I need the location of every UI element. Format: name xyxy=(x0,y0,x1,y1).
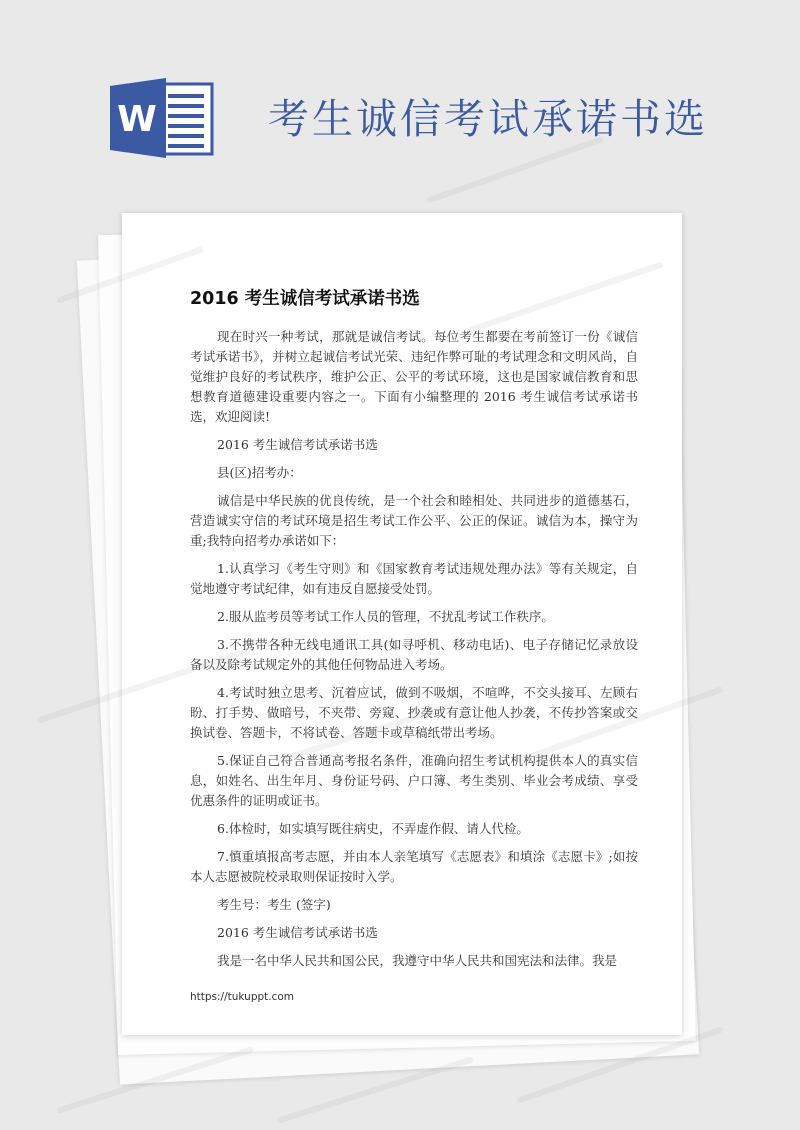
pledge-item-2: 2.服从监考员等考试工作人员的管理，不扰乱考试工作秩序。 xyxy=(217,609,554,624)
intro-paragraph: 现在时兴一种考试，那就是诚信考试。每位考生都要在考前签订一份《诚信考试承诺书》，并树立起诚信考试光荣、违纪作弊可耻的考试理念和文明风尚，自觉维护良好的考试秩序，维护公正、公平的考试环境，这也是国家诚信教育和思想教育道德建设重要内容之一。下面有小编整理的 2016 考生诚信考试承诺书选，欢迎阅读! xyxy=(190,329,638,424)
second-pledge-start: 我是一名中华人民共和国公民，我遵守中华人民共和国宪法和法律。我是 xyxy=(217,953,618,968)
section-heading-2: 2016 考生诚信考试承诺书选 xyxy=(217,925,378,940)
pledge-item-1: 1.认真学习《考生守则》和《国家教育考试违规处理办法》等有关规定，自觉地遵守考试纪律，如有违反自愿接受处罚。 xyxy=(190,561,638,596)
pledge-item-7: 7.慎重填报高考志愿，并由本人亲笔填写《志愿表》和填涂《志愿卡》;如按本人志愿被院校录取则保证按时入学。 xyxy=(190,849,638,884)
pledge-intro: 诚信是中华民族的优良传统，是一个社会和睦相处、共同进步的道德基石，营造诚实守信的考试环境是招生考试工作公平、公正的保证。诚信为本，操守为重;我特向招考办承诺如下： xyxy=(190,493,638,548)
pledge-item-6: 6.体检时，如实填写既往病史，不弄虚作假、请人代检。 xyxy=(217,821,529,836)
pledge-item-3: 3.不携带各种无线电通讯工具(如寻呼机、移动电话)、电子存储记忆录放设备以及除考试规定外的其他任何物品进入考场。 xyxy=(190,637,638,672)
header-title: 考生诚信考试承诺书选 xyxy=(268,95,708,143)
word-icon-letter: W xyxy=(117,99,157,140)
document-title: 2016 考生诚信考试承诺书选 xyxy=(190,289,420,309)
footer-url: https://tukuppt.com xyxy=(190,991,295,1003)
signature-line: 考生号：考生 (签字) xyxy=(217,897,331,912)
pledge-item-5: 5.保证自己符合普通高考报名条件，准确向招生考试机构提供本人的真实信息，如姓名、出生年月、身份证号码、户口簿、考生类别、毕业会考成绩、享受优惠条件的证明或证书。 xyxy=(190,753,638,808)
pledge-item-4: 4.考试时独立思考、沉着应试，做到不吸烟，不喧哗，不交头接耳、左顾右盼、打手势、做暗号，不夹带、旁窥、抄袭或有意让他人抄袭，不传抄答案或交换试卷、答题卡，不将试卷、答题卡或草稿纸带出考场。 xyxy=(190,685,638,740)
section-heading: 2016 考生诚信考试承诺书选 xyxy=(217,437,378,452)
salutation: 县(区)招考办： xyxy=(217,465,302,480)
